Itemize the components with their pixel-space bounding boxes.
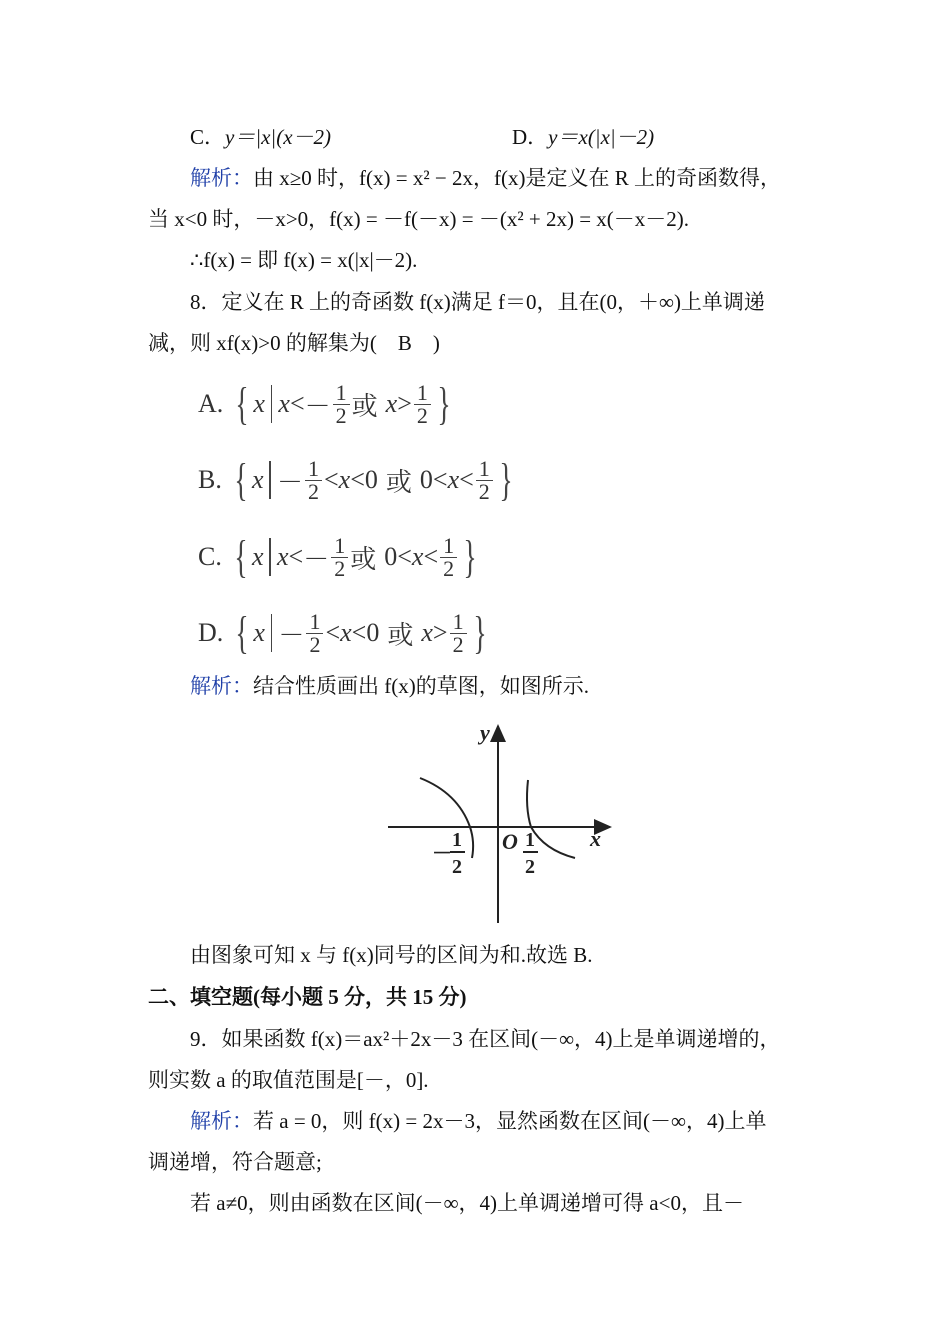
y-axis-label: y <box>480 720 490 745</box>
q8-option-a: A. { x x < － $\frac{1}{2}$ 或 x > $\frac{1}{2}$ } <box>198 378 451 429</box>
q9-solution-line1: 解析：若 a = 0，则 f(x) = 2x－3，显然函数在区间(－∞，4)上单 <box>190 1109 767 1133</box>
neg-half-den: 2 <box>452 856 462 878</box>
q7-option-c: C．y＝|x|(x－2) <box>190 125 332 149</box>
section-title: 二、填空题(每小题 5 分，共 15 分) <box>148 985 467 1009</box>
set-bar <box>271 385 273 423</box>
q8-stem-line2: 减，则 xf(x)>0 的解集为( B ) <box>148 331 440 355</box>
left-brace: { <box>234 454 248 505</box>
right-brace: } <box>463 531 477 582</box>
q8-option-d: D. { x － $\frac{1}{2}$ < x < 0 或 x > $\frac{1}{2}$ } <box>198 607 487 658</box>
x-axis-label: x <box>590 826 601 851</box>
origin-label: O <box>502 829 518 854</box>
set-bar <box>269 538 271 576</box>
q8-option-c: C. { x x < － $\frac{1}{2}$ 或 0 < x < $\frac{1}{2}$ } <box>198 531 477 582</box>
right-brace: } <box>437 378 451 429</box>
fraction-half: $\frac{1}{2}$ <box>333 382 350 427</box>
right-brace: } <box>472 607 487 658</box>
q8-solution: 解析：结合性质画出 f(x)的草图，如图所示. <box>190 674 589 698</box>
fraction-half: $\frac{1}{2}$ <box>306 611 323 656</box>
set-bar <box>271 614 273 652</box>
q7-solution-line1: 解析：由 x≥0 时，f(x) = x² − 2x，f(x)是定义在 R 上的奇函数得， <box>190 166 781 190</box>
q7-solution-label: 解析： <box>190 166 253 190</box>
q9-stem-line2: 则实数 a 的取值范围是[－，0]. <box>148 1068 429 1092</box>
fraction-half: $\frac{1}{2}$ <box>440 535 457 580</box>
set-bar <box>269 461 271 499</box>
q8-solution-label: 解析： <box>190 674 253 698</box>
q9-solution-label: 解析： <box>190 1109 253 1133</box>
left-brace: { <box>234 531 248 582</box>
fraction-half: $\frac{1}{2}$ <box>414 382 431 427</box>
q9-stem-line1: 9．如果函数 f(x)＝ax²＋2x－3 在区间(－∞，4)上是单调递增的， <box>190 1027 781 1051</box>
q8-stem-line1: 8．定义在 R 上的奇函数 f(x)满足 f＝0，且在(0，＋∞)上单调递 <box>190 290 765 314</box>
fraction-half: $\frac{1}{2}$ <box>305 458 322 503</box>
neg-sign: － <box>432 843 452 865</box>
pos-half-num: 1 <box>525 829 535 851</box>
q8-option-b: B. { x － $\frac{1}{2}$ < x < 0 或 0 < x < $\frac{1}{2}$ } <box>198 454 513 505</box>
fraction-half: $\frac{1}{2}$ <box>476 458 493 503</box>
pos-half-den: 2 <box>525 856 535 878</box>
left-brace: { <box>235 607 249 658</box>
q7-option-d: D．y＝x(|x|－2) <box>512 125 655 149</box>
right-brace: } <box>499 454 513 505</box>
neg-half-num: 1 <box>452 829 462 851</box>
q7-solution-line3: ∴f(x) = 即 f(x) = x(|x|－2). <box>190 248 418 272</box>
q7-solution-line2: 当 x<0 时，－x>0，f(x) = －f(－x) = －(x² + 2x) = x(－x－2). <box>148 207 690 231</box>
q9-solution-line3: 若 a≠0，则由函数在区间(－∞，4)上单调递增可得 a<0，且－ <box>190 1191 744 1215</box>
function-sketch-graph <box>380 718 620 928</box>
fraction-half: $\frac{1}{2}$ <box>450 611 467 656</box>
q9-solution-line2: 调递增，符合题意; <box>148 1150 322 1174</box>
q8-conclusion: 由图象可知 x 与 f(x)同号的区间为和.故选 B. <box>190 943 593 967</box>
left-brace: { <box>235 378 249 429</box>
fraction-half: $\frac{1}{2}$ <box>331 535 348 580</box>
